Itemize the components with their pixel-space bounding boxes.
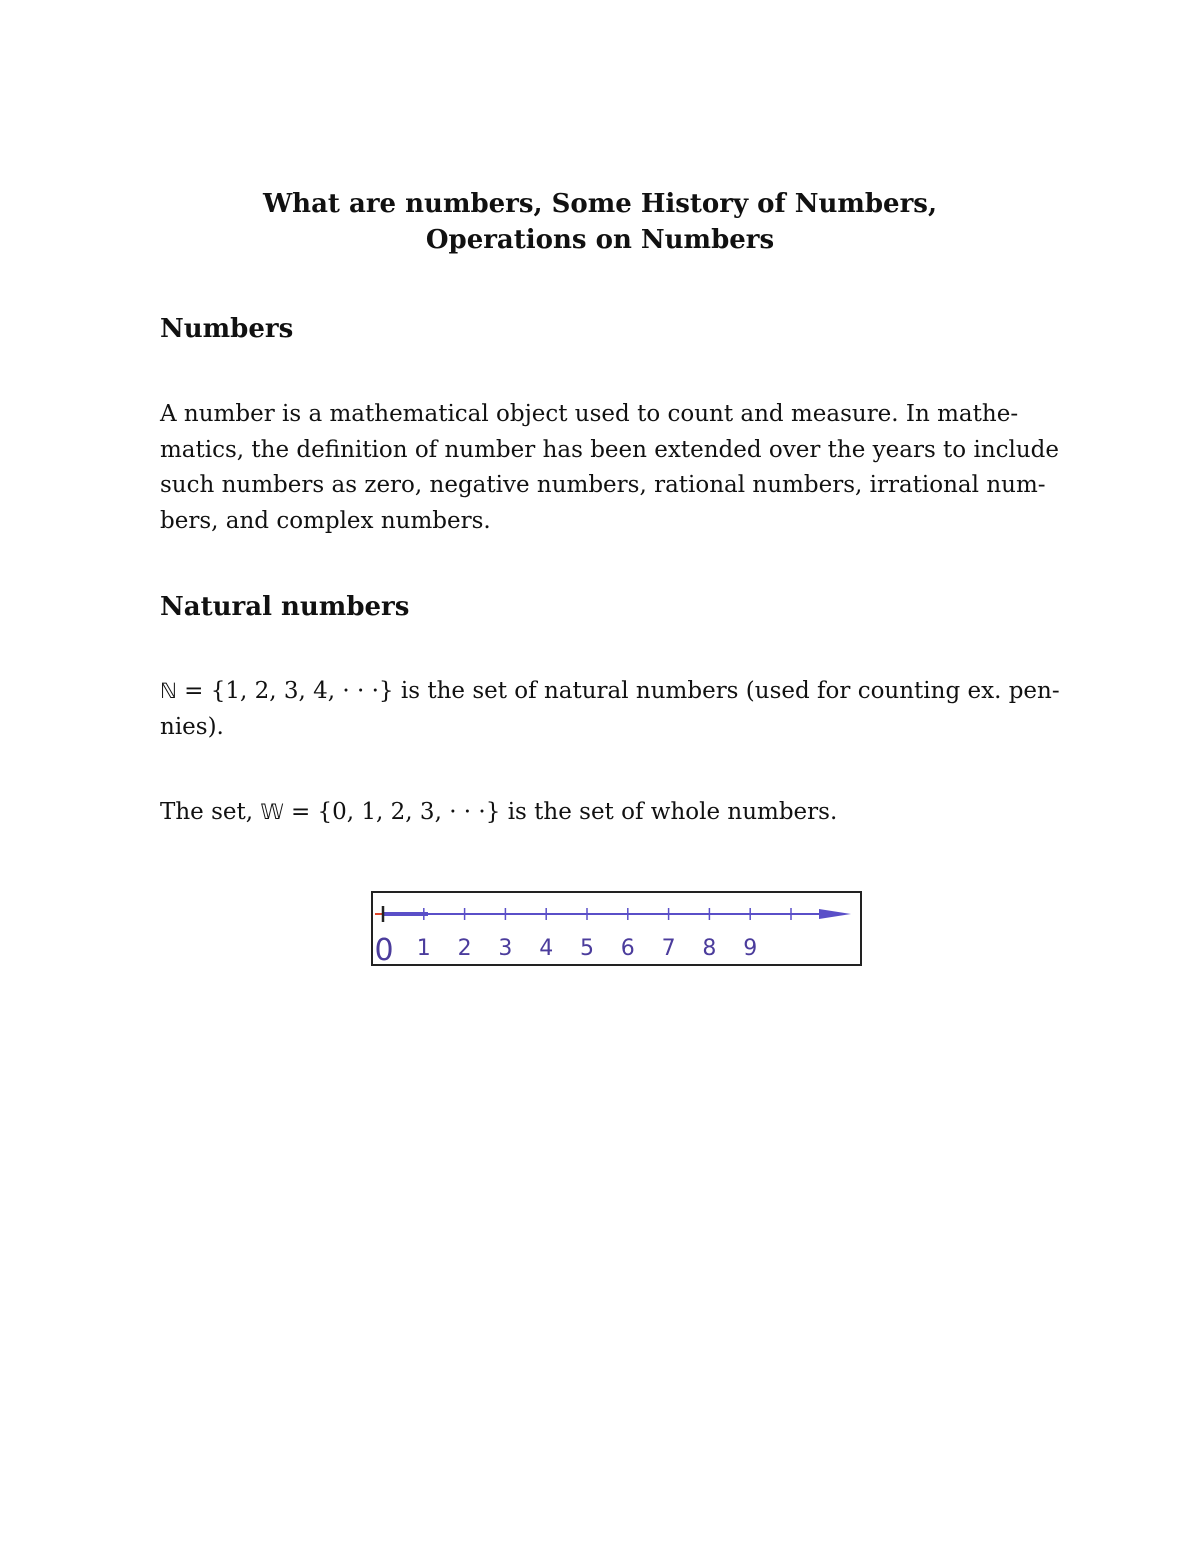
whole-numbers-text: = {0, 1, 2, 3, · · ·} is the set of whole numbers.	[283, 799, 838, 825]
number-line-label: 3	[498, 936, 513, 961]
number-line-label: 6	[620, 936, 635, 961]
number-line-label: 1	[416, 936, 431, 961]
numbers-paragraph: A number is a mathematical object used to count and measure. In mathe- matics, the definition of number has been extended over the years to include such numbers as zero, negative numbers, rational numbers, irrational num- bers, and complex numbers.	[160, 401, 1060, 534]
number-line-label: 5	[580, 936, 594, 961]
number-line-label: 9	[743, 936, 758, 961]
whole-numbers-definition	[160, 795, 1076, 831]
number-line-label: 2	[457, 936, 472, 961]
natural-numbers-symbol: ℕ	[160, 679, 177, 703]
whole-numbers-symbol: 𝕎	[260, 800, 284, 824]
number-line-figure	[371, 891, 862, 966]
section-heading-numbers: Numbers	[160, 314, 294, 344]
document-title	[0, 186, 1200, 258]
number-line-labels	[374, 933, 757, 964]
title-line-1: What are numbers, Some History of Numbers,	[262, 189, 937, 219]
number-line-label: 0	[374, 933, 394, 964]
title-line-2: Operations on Numbers	[425, 225, 775, 255]
number-line-arrowhead	[819, 909, 851, 919]
whole-numbers-prefix: The set,	[160, 799, 261, 825]
number-line-label: 7	[661, 936, 676, 961]
natural-numbers-text: = {1, 2, 3, 4, · · ·} is the set of natural numbers (used for counting ex. pen- nies).	[160, 678, 1060, 740]
section-heading-natural-numbers: Natural numbers	[160, 592, 410, 622]
number-line-label: 4	[539, 936, 554, 961]
natural-numbers-definition	[160, 674, 1076, 745]
number-line-svg	[373, 893, 860, 964]
number-line-label: 8	[702, 936, 717, 961]
